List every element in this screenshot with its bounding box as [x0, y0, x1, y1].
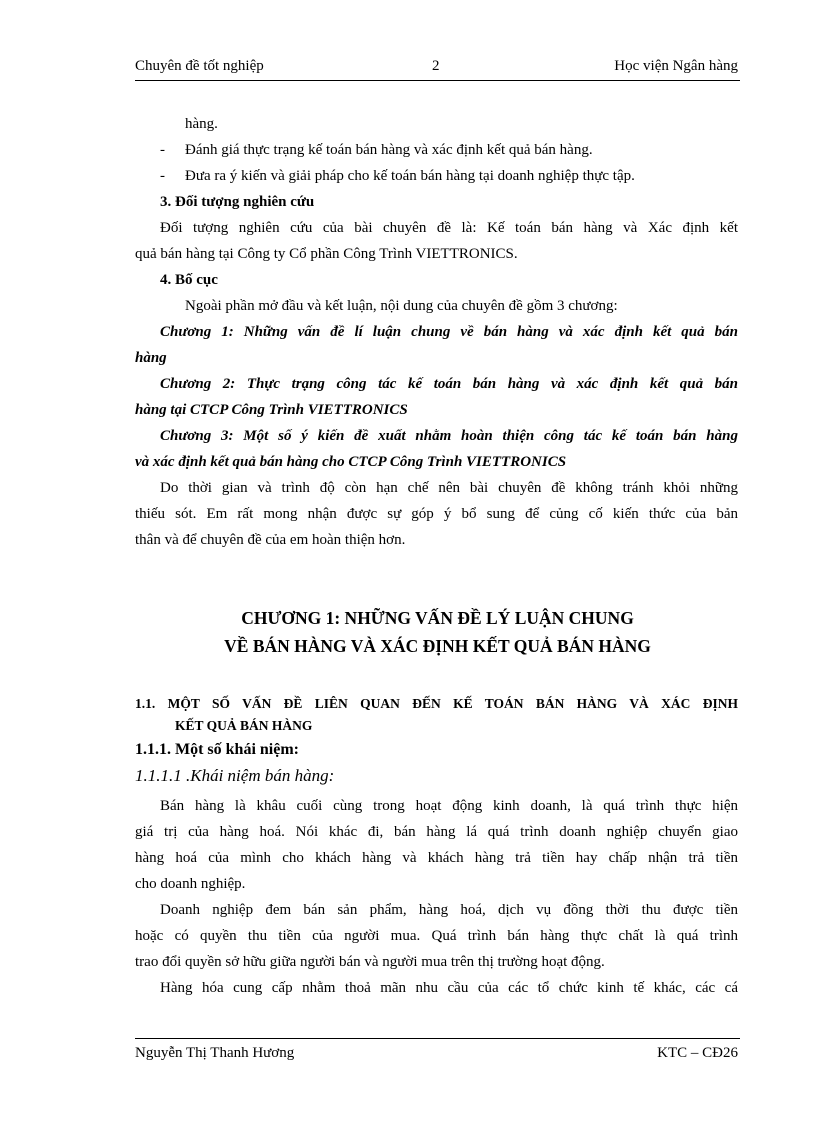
bullet-marker: -: [160, 142, 165, 158]
section-3-line-2: quả bán hàng tại Công ty Cổ phần Công Trình VIETTRONICS.: [135, 246, 518, 262]
section-1-1-heading-line-2: KẾT QUẢ BÁN HÀNG: [175, 718, 313, 733]
bullet-marker: -: [160, 168, 165, 184]
paragraph-2-line-1: Doanh nghiệp đem bán sản phẩm, hàng hoá, dịch vụ đồng thời thu được tiền: [160, 902, 738, 918]
paragraph-1-line-2: giá trị của hàng hoá. Nói khác đi, bán hàng lá quá trình doanh nghiệp chuyển giao: [135, 824, 738, 840]
paragraph-2-line-2: hoặc có quyền thu tiền của người mua. Quá trình bán hàng thực chất là quá trình: [135, 928, 738, 944]
page-footer: [135, 1038, 740, 1069]
footer-author: Nguyễn Thị Thanh Hương: [135, 1045, 295, 1061]
closing-line-2: thiếu sót. Em rất mong nhận được sự góp ý bổ sung để củng cố kiến thức của bản: [135, 506, 738, 522]
paragraph-2-line-3: trao đổi quyền sở hữu giữa người bán và người mua trên thị trường hoạt động.: [135, 954, 605, 970]
chapter-2-line-2: hàng tại CTCP Công Trình VIETTRONICS: [135, 402, 408, 418]
chapter-3-line-1: Chương 3: Một số ý kiến đề xuất nhằm hoàn thiện công tác kế toán bán hàng: [160, 428, 738, 444]
continuation-line: hàng.: [185, 116, 218, 132]
footer-code: KTC – CĐ26: [657, 1045, 738, 1061]
chapter-2-line-1: Chương 2: Thực trạng công tác kế toán bán hàng và xác định kết quả bán: [160, 376, 738, 392]
chapter-3-line-2: và xác định kết quả bán hàng cho CTCP Công Trình VIETTRONICS: [135, 454, 567, 470]
section-3-line-1: Đối tượng nghiên cứu của bài chuyên đề là: Kế toán bán hàng và Xác định kết: [160, 220, 738, 236]
section-4-title: 4. Bố cục: [160, 272, 218, 288]
section-3-title: 3. Đối tượng nghiên cứu: [160, 194, 315, 210]
section-4-intro: Ngoài phần mở đầu và kết luận, nội dung của chuyên đề gồm 3 chương:: [185, 298, 618, 314]
closing-line-3: thân và để chuyên đề của em hoàn thiện hơn.: [135, 532, 406, 548]
chapter-title-2: VỀ BÁN HÀNG VÀ XÁC ĐỊNH KẾT QUẢ BÁN HÀNG: [224, 636, 651, 656]
section-1-1-1-1-heading: 1.1.1.1 .Khái niệm bán hàng:: [135, 766, 335, 785]
header-right: Học viện Ngân hàng: [614, 58, 738, 74]
chapter-1-line-2: hàng: [135, 350, 167, 366]
section-1-1-heading-line-1: 1.1. MỘT SỐ VẤN ĐỀ LIÊN QUAN ĐẾN KẾ TOÁN BÁN HÀNG VÀ XÁC ĐỊNH: [135, 696, 738, 711]
paragraph-1-line-4: cho doanh nghiệp.: [135, 876, 246, 892]
chapter-1-line-1: Chương 1: Những vấn đề lí luận chung về bán hàng và xác định kết quả bán: [160, 324, 738, 340]
paragraph-3-line-1: Hàng hóa cung cấp nhằm thoả mãn nhu cầu của các tổ chức kinh tế khác, các cá: [160, 980, 738, 996]
paragraph-1-line-1: Bán hàng là khâu cuối cùng trong hoạt động kinh doanh, là quá trình thực hiện: [160, 798, 738, 814]
chapter-title-1: CHƯƠNG 1: NHỮNG VẤN ĐỀ LÝ LUẬN CHUNG: [241, 608, 634, 628]
page-header: [135, 58, 740, 81]
closing-line-1: Do thời gian và trình độ còn hạn chế nên bài chuyên đề không tránh khỏi những: [160, 480, 738, 496]
paragraph-1-line-3: hàng hoá của mình cho khách hàng và khách hàng trả tiền hay chấp nhận trả tiền: [135, 850, 738, 866]
header-left: Chuyên đề tốt nghiệp: [135, 58, 264, 74]
page-number: 2: [432, 58, 440, 74]
bullet-2: Đưa ra ý kiến và giải pháp cho kế toán bán hàng tại doanh nghiệp thực tập.: [185, 168, 635, 184]
section-1-1-1-heading: 1.1.1. Một số khái niệm:: [135, 741, 299, 758]
bullet-1: Đánh giá thực trạng kế toán bán hàng và xác định kết quả bán hàng.: [185, 142, 593, 158]
